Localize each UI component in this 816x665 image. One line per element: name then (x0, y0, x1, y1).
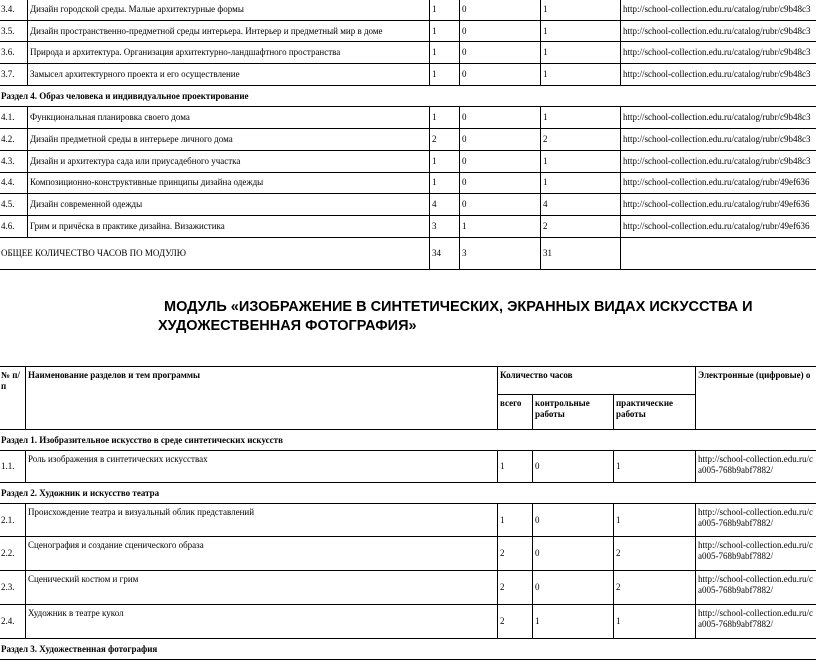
total-hours: 1 (498, 504, 533, 537)
total-label: ОБЩЕЕ КОЛИЧЕСТВО ЧАСОВ ПО МОДУЛЮ (0, 237, 430, 269)
row-number: 4.6. (0, 215, 28, 237)
resource-link[interactable]: http://school-collection.edu.ru/catalog/rubr/c9b48c3 (621, 0, 816, 20)
resource-link[interactable] (696, 504, 816, 537)
row-number: 4.1. (0, 107, 28, 129)
row-number: 3.4. (0, 0, 28, 20)
control-hours: 0 (533, 537, 614, 571)
row-number: 2.4. (0, 605, 26, 639)
header-total: всего (498, 395, 533, 430)
resource-link[interactable] (696, 605, 816, 639)
practical-hours: 2 (541, 215, 621, 237)
topic-name: Природа и архитектура. Организация архитектурно-ландшафтного пространства (28, 42, 430, 64)
resource-link (621, 237, 816, 269)
section-row (0, 430, 816, 451)
practical-hours: 1 (541, 0, 621, 20)
total-hours: 1 (430, 150, 460, 172)
resource-link[interactable]: http://school-collection.edu.ru/catalog/rubr/49ef636 (621, 172, 816, 194)
hours-table-module (0, 366, 816, 660)
total-hours: 1 (498, 451, 533, 483)
resource-link[interactable] (696, 451, 816, 483)
total-hours: 1 (430, 42, 460, 64)
resource-link[interactable]: http://school-collection.edu.ru/catalog/rubr/49ef636 (621, 215, 816, 237)
practical-hours: 4 (541, 194, 621, 216)
header-resources: Электронные (цифровые) о (696, 367, 816, 430)
total-hours: 34 (430, 237, 460, 269)
control-hours: 0 (460, 194, 541, 216)
section-row (0, 85, 816, 107)
practical-hours: 1 (614, 451, 696, 483)
control-hours: 0 (533, 571, 614, 605)
practical-hours: 1 (541, 42, 621, 64)
topic-name: Замысел архитектурного проекта и его осуществление (28, 64, 430, 86)
control-hours: 0 (460, 0, 541, 20)
total-hours: 1 (430, 172, 460, 194)
table-row (0, 537, 816, 571)
topic-name: Дизайн и архитектура сада или приусадебного участка (28, 150, 430, 172)
control-hours: 0 (533, 504, 614, 537)
total-hours: 1 (430, 64, 460, 86)
table-row (0, 451, 816, 483)
topic-name: Дизайн современной одежды (28, 194, 430, 216)
practical-hours: 1 (541, 172, 621, 194)
resource-link[interactable] (696, 537, 816, 571)
total-hours: 4 (430, 194, 460, 216)
section-heading: Раздел 2. Художник и искусство театра (0, 483, 816, 504)
topic-name: Дизайн предметной среды в интерьере личного дома (28, 129, 430, 151)
total-hours: 2 (430, 129, 460, 151)
total-hours: 2 (498, 605, 533, 639)
module-title (158, 298, 816, 336)
header-practical: практические работы (614, 395, 696, 430)
module-title-line-2: ХУДОЖЕСТВЕННАЯ ФОТОГРАФИЯ» (158, 318, 417, 334)
resource-link[interactable] (696, 571, 816, 605)
header-number: № п/п (0, 367, 26, 430)
practical-hours: 2 (614, 571, 696, 605)
resource-link[interactable]: http://school-collection.edu.ru/catalog/rubr/c9b48c3 (621, 20, 816, 42)
topic-name: Дизайн городской среды. Малые архитектурные формы (28, 0, 430, 20)
table-row (0, 42, 816, 64)
row-number: 4.4. (0, 172, 28, 194)
resource-link[interactable]: http://school-collection.edu.ru/catalog/rubr/c9b48c3 (621, 64, 816, 86)
header-control: контрольные работы (533, 395, 614, 430)
module-table-body (0, 367, 816, 660)
control-hours: 0 (460, 172, 541, 194)
hours-table-previous-module (0, 0, 816, 270)
topic-name: Грим и причёска в практике дизайна. Визажистика (28, 215, 430, 237)
header-topic: Наименование разделов и тем программы (26, 367, 498, 430)
resource-url-line-2[interactable]: a005-768b9abf7882/ (698, 585, 773, 595)
resource-url-line-2[interactable]: a005-768b9abf7882/ (698, 465, 773, 475)
topic-name: Композиционно-конструктивные принципы дизайна одежды (28, 172, 430, 194)
total-hours: 1 (430, 0, 460, 20)
control-hours: 0 (533, 451, 614, 483)
resource-link[interactable]: http://school-collection.edu.ru/catalog/rubr/c9b48c3 (621, 107, 816, 129)
control-hours: 0 (460, 20, 541, 42)
topic-name: Функциональная планировка своего дома (28, 107, 430, 129)
practical-hours: 2 (614, 537, 696, 571)
table-row (0, 504, 816, 537)
control-hours: 3 (460, 237, 541, 269)
resource-url-line-1[interactable]: http://school-collection.edu.ru/c (698, 608, 813, 618)
resource-link[interactable]: http://school-collection.edu.ru/catalog/rubr/c9b48c3 (621, 150, 816, 172)
resource-url-line-1[interactable]: http://school-collection.edu.ru/c (698, 540, 813, 550)
table-row (0, 571, 816, 605)
row-number: 4.3. (0, 150, 28, 172)
control-hours: 0 (460, 129, 541, 151)
table-row (0, 129, 816, 151)
topic-name: Сценический костюм и грим (26, 571, 498, 605)
topic-name: Роль изображения в синтетических искусствах (26, 451, 498, 483)
practical-hours: 1 (614, 504, 696, 537)
resource-link[interactable]: http://school-collection.edu.ru/catalog/rubr/c9b48c3 (621, 129, 816, 151)
control-hours: 1 (533, 605, 614, 639)
total-hours: 2 (498, 571, 533, 605)
header-row (0, 367, 816, 395)
resource-link[interactable]: http://school-collection.edu.ru/catalog/rubr/49ef636 (621, 194, 816, 216)
topic-name: Художник в театре кукол (26, 605, 498, 639)
practical-hours: 1 (541, 107, 621, 129)
resource-url-line-1[interactable]: http://school-collection.edu.ru/c (698, 454, 813, 464)
section-heading: Раздел 3. Художественная фотография (0, 639, 816, 660)
table-row (0, 215, 816, 237)
table-row (0, 0, 816, 20)
total-row (0, 237, 816, 269)
resource-url-line-2[interactable]: a005-768b9abf7882/ (698, 551, 773, 561)
resource-url-line-1[interactable]: http://school-collection.edu.ru/c (698, 507, 813, 517)
practical-hours: 1 (614, 605, 696, 639)
total-hours: 1 (430, 20, 460, 42)
resource-url-line-1[interactable]: http://school-collection.edu.ru/c (698, 574, 813, 584)
table-row (0, 172, 816, 194)
row-number: 2.1. (0, 504, 26, 537)
header-hours: Количество часов (498, 367, 696, 395)
row-number: 3.7. (0, 64, 28, 86)
row-number: 2.2. (0, 537, 26, 571)
table-row (0, 194, 816, 216)
table-row (0, 20, 816, 42)
resource-url-line-2[interactable]: a005-768b9abf7882/ (698, 518, 773, 528)
section-heading: Раздел 4. Образ человека и индивидуальное проектирование (0, 85, 816, 107)
practical-hours: 1 (541, 20, 621, 42)
row-number: 2.3. (0, 571, 26, 605)
topic-name: Сценография и создание сценического образа (26, 537, 498, 571)
table-row (0, 107, 816, 129)
control-hours: 0 (460, 64, 541, 86)
total-hours: 2 (498, 537, 533, 571)
practical-hours: 1 (541, 64, 621, 86)
row-number: 1.1. (0, 451, 26, 483)
control-hours: 1 (460, 215, 541, 237)
topic-name: Происхождение театра и визуальный облик представлений (26, 504, 498, 537)
table-row (0, 605, 816, 639)
resource-link[interactable]: http://school-collection.edu.ru/catalog/rubr/c9b48c3 (621, 42, 816, 64)
hours-table-body (0, 0, 816, 269)
table-row (0, 150, 816, 172)
row-number: 3.6. (0, 42, 28, 64)
topic-name: Дизайн пространственно-предметной среды интерьера. Интерьер и предметный мир в доме (28, 20, 430, 42)
section-row (0, 483, 816, 504)
module-title-line-1: МОДУЛЬ «ИЗОБРАЖЕНИЕ В СИНТЕТИЧЕСКИХ, ЭКРАННЫХ ВИДАХ ИСКУССТВА И (164, 299, 753, 315)
resource-url-line-2[interactable]: a005-768b9abf7882/ (698, 619, 773, 629)
total-hours: 1 (430, 107, 460, 129)
practical-hours: 1 (541, 150, 621, 172)
total-hours: 3 (430, 215, 460, 237)
row-number: 3.5. (0, 20, 28, 42)
row-number: 4.5. (0, 194, 28, 216)
section-heading: Раздел 1. Изобразительное искусство в среде синтетических искусств (0, 430, 816, 451)
control-hours: 0 (460, 107, 541, 129)
control-hours: 0 (460, 150, 541, 172)
section-row (0, 639, 816, 660)
row-number: 4.2. (0, 129, 28, 151)
control-hours: 0 (460, 42, 541, 64)
table-row (0, 64, 816, 86)
practical-hours: 2 (541, 129, 621, 151)
practical-hours: 31 (541, 237, 621, 269)
